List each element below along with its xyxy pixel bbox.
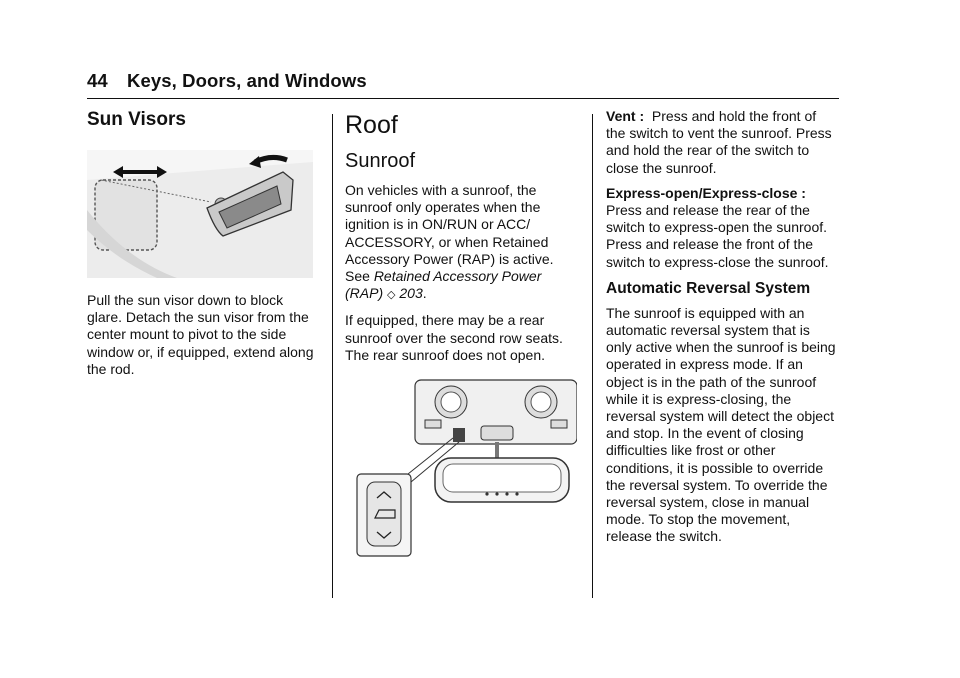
column-divider — [592, 114, 593, 598]
column-sun-visors — [87, 108, 319, 378]
auto-reversal-paragraph: The sunroof is equipped with an automatic reversal system that is only active when the sunroof is being operated in express mode. If an object is in the path of the sunroof while it is express-closing, the reversal system will detect the object and stop. In the event of closing difficulties like frost or other conditions, it is possible to override the reversal system. To override the reversal system, close in manual mode. To stop the movement, release the switch. — [606, 304, 836, 545]
vent-label: Vent : — [606, 108, 645, 124]
section-heading-sun-visors: Sun Visors — [87, 109, 186, 130]
page-reference-number[interactable]: 203 — [399, 285, 423, 302]
overhead-console-illustration — [355, 378, 577, 558]
column-divider — [332, 114, 333, 598]
cross-reference-link[interactable]: Retained Accessory Power (RAP) — [345, 268, 542, 302]
chapter-title: Keys, Doors, and Windows — [127, 70, 367, 91]
section-heading-roof: Roof — [345, 111, 398, 139]
page-reference-icon: ◇ — [387, 289, 396, 302]
column-sunroof-controls — [606, 108, 839, 546]
express-paragraph: Express-open/Express-close : Press and release the rear of the switch to express-open the sunroof. Press and release the front of the switch to express-close the sunroof. — [606, 184, 829, 270]
sunroof-paragraph-2: If equipped, there may be a rear sunroof over the second row seats. The rear sunroof does not open. — [345, 312, 563, 363]
column-roof — [345, 108, 577, 558]
sun-visor-paragraph: Pull the sun visor down to block glare. Detach the sun visor from the center mount to pivot to the side window or, if equipped, extend along the rod. — [87, 292, 314, 377]
running-header — [87, 70, 839, 92]
vent-paragraph: Vent : Press and hold the front of the switch to vent the sunroof. Press and hold the rear of the switch to close the sunroof. — [606, 108, 832, 176]
subheading-automatic-reversal: Automatic Reversal System — [606, 279, 811, 297]
page-number: 44 — [87, 70, 108, 91]
sun-visor-illustration — [87, 150, 313, 278]
subheading-sunroof: Sunroof — [345, 150, 416, 172]
header-rule — [87, 98, 839, 99]
sunroof-paragraph-1: On vehicles with a sunroof, the sunroof only operates when the ignition is in ON/RUN or ACC/ ACCESSORY, or when Retained Accessory Power (RAP) is active. See Retained Accessory Power (RAP) ◇ 203. — [345, 182, 554, 302]
express-label: Express-open/Express-close : — [606, 184, 806, 201]
